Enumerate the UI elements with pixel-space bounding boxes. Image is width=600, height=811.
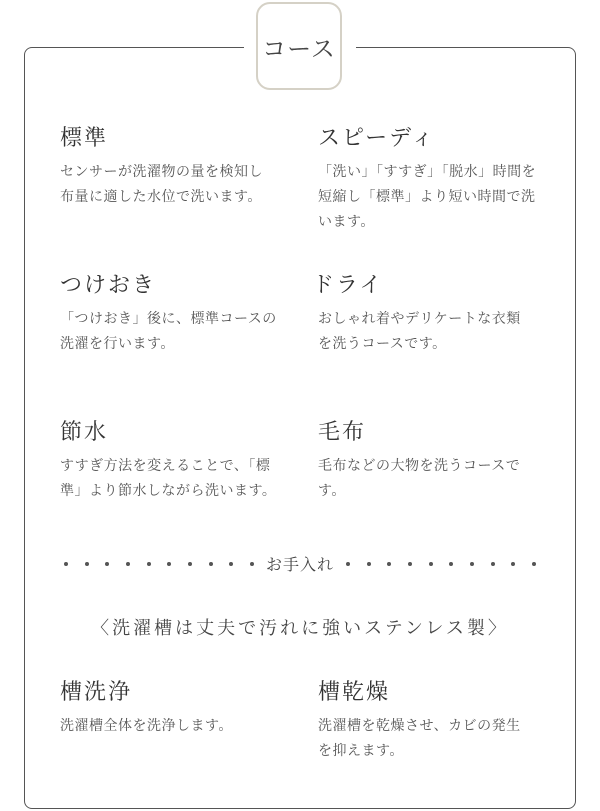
course-title: 毛布 — [318, 420, 367, 445]
course-title: ドライ — [312, 273, 384, 298]
care-description: 洗濯槽全体を洗浄します。 — [60, 718, 233, 734]
care-description: 洗濯槽を乾燥させ、カビの発生 を抑えます。 — [318, 718, 521, 759]
care-section-label: お手入れ — [266, 555, 335, 574]
care-title: 槽洗浄 — [60, 680, 133, 705]
course-description: センサーが洗濯物の量を検知し 布量に適した水位で洗います。 — [60, 164, 263, 205]
course-blanket — [318, 418, 558, 504]
dotted-line-right — [342, 562, 540, 566]
care-divider — [60, 552, 540, 575]
course-speedy — [318, 124, 558, 235]
care-tub-cleaning — [60, 678, 300, 739]
care-tub-drying — [318, 678, 558, 764]
course-water-saving — [60, 418, 300, 504]
course-dry — [312, 271, 552, 357]
course-title: スピーディ — [318, 126, 436, 151]
course-title: つけおき — [60, 273, 157, 298]
course-description: 毛布などの大物を洗うコースで す。 — [318, 458, 521, 499]
course-description: 「洗い」「すすぎ」「脱水」時間を 短縮し「標準」より短い時間で洗 います。 — [318, 164, 537, 230]
course-standard — [60, 124, 300, 210]
course-title: 標準 — [60, 126, 109, 151]
dotted-line-left — [60, 562, 258, 566]
care-title: 槽乾燥 — [318, 680, 391, 705]
course-soak — [60, 271, 300, 357]
course-title: 節水 — [60, 420, 109, 445]
course-description: おしゃれ着やデリケートな衣類 を洗うコースです。 — [318, 311, 521, 352]
care-tagline: 〈洗濯槽は丈夫で汚れに強いステンレス製〉 — [91, 618, 509, 639]
course-description: 「つけおき」後に、標準コースの 洗濯を行います。 — [60, 311, 277, 352]
page-title: コース — [256, 2, 342, 90]
course-description: すすぎ方法を変えることで、「標 準」より節水しながら洗います。 — [60, 458, 277, 499]
header-tab — [244, 0, 356, 100]
